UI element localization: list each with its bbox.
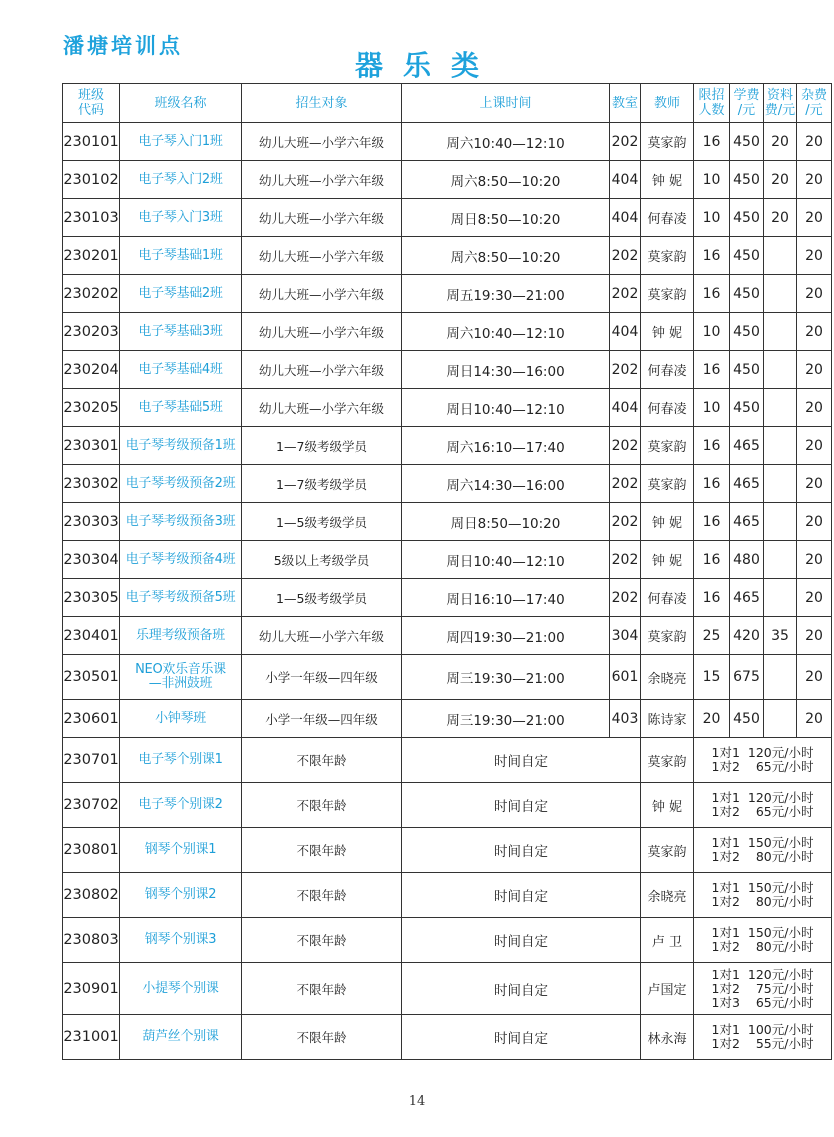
tuition-fee: 450 xyxy=(730,237,764,275)
teacher: 钟 妮 xyxy=(641,313,694,351)
tuition-fee: 450 xyxy=(730,275,764,313)
price-line: 1对1 120元/小时 xyxy=(711,790,814,805)
class-name: 电子琴入门1班 xyxy=(120,123,242,161)
class-name: 小钟琴班 xyxy=(120,700,242,738)
class-name: 电子琴考级预备5班 xyxy=(120,579,242,617)
enroll-limit: 10 xyxy=(694,389,730,427)
table-row xyxy=(63,313,832,351)
teacher: 林永海 xyxy=(641,1015,694,1060)
class-code: 230202 xyxy=(63,275,120,313)
teacher: 何春凌 xyxy=(641,199,694,237)
tuition-fee: 450 xyxy=(730,389,764,427)
col-header-teacher: 教师 xyxy=(641,84,694,123)
class-name xyxy=(120,655,242,700)
enroll-target: 幼儿大班—小学六年级 xyxy=(242,237,402,275)
price-line: 1对2 65元/小时 xyxy=(711,804,814,819)
col-header-time: 上课时间 xyxy=(402,84,610,123)
enroll-target: 小学一年级—四年级 xyxy=(242,655,402,700)
price-list xyxy=(694,828,832,873)
class-time: 周日8:50—10:20 xyxy=(402,503,610,541)
price-line: 1对2 80元/小时 xyxy=(711,894,814,909)
col-header-material-2: 费/元 xyxy=(764,103,796,118)
table-row xyxy=(63,700,832,738)
table-row xyxy=(63,503,832,541)
teacher: 钟 妮 xyxy=(641,541,694,579)
enroll-target: 不限年龄 xyxy=(242,963,402,1015)
tuition-fee: 480 xyxy=(730,541,764,579)
class-name-line: —非洲鼓班 xyxy=(148,676,213,691)
misc-fee: 20 xyxy=(797,465,832,503)
enroll-limit: 15 xyxy=(694,655,730,700)
col-header-material xyxy=(764,84,797,123)
material-fee xyxy=(764,351,797,389)
class-name: 电子琴入门3班 xyxy=(120,199,242,237)
tuition-fee: 465 xyxy=(730,465,764,503)
classroom: 404 xyxy=(610,161,641,199)
teacher: 卢国定 xyxy=(641,963,694,1015)
class-name: 电子琴基础5班 xyxy=(120,389,242,427)
class-time: 周三19:30—21:00 xyxy=(402,655,610,700)
class-time: 周六8:50—10:20 xyxy=(402,237,610,275)
class-code: 230302 xyxy=(63,465,120,503)
material-fee: 35 xyxy=(764,617,797,655)
misc-fee: 20 xyxy=(797,199,832,237)
class-code: 230701 xyxy=(63,738,120,783)
col-header-tuition xyxy=(730,84,764,123)
class-time: 周六16:10—17:40 xyxy=(402,427,610,465)
table-row xyxy=(63,828,832,873)
price-line: 1对1 120元/小时 xyxy=(711,745,814,760)
class-code: 230802 xyxy=(63,873,120,918)
class-name: 电子琴考级预备3班 xyxy=(120,503,242,541)
misc-fee: 20 xyxy=(797,700,832,738)
enroll-target: 5级以上考级学员 xyxy=(242,541,402,579)
table-row xyxy=(63,579,832,617)
teacher: 莫家韵 xyxy=(641,237,694,275)
class-time: 周日10:40—12:10 xyxy=(402,541,610,579)
price-line: 1对2 80元/小时 xyxy=(711,939,814,954)
tuition-fee: 450 xyxy=(730,351,764,389)
class-code: 231001 xyxy=(63,1015,120,1060)
enroll-target: 1—5级考级学员 xyxy=(242,579,402,617)
classroom: 202 xyxy=(610,579,641,617)
class-name: 电子琴考级预备2班 xyxy=(120,465,242,503)
course-table xyxy=(62,83,832,1060)
teacher: 钟 妮 xyxy=(641,161,694,199)
misc-fee: 20 xyxy=(797,275,832,313)
enroll-limit: 16 xyxy=(694,237,730,275)
tuition-fee: 675 xyxy=(730,655,764,700)
material-fee xyxy=(764,389,797,427)
table-row xyxy=(63,1015,832,1060)
class-name: 电子琴基础4班 xyxy=(120,351,242,389)
price-line: 1对1 100元/小时 xyxy=(711,1022,814,1037)
table-row xyxy=(63,873,832,918)
classroom: 403 xyxy=(610,700,641,738)
class-name: 电子琴基础2班 xyxy=(120,275,242,313)
enroll-target: 幼儿大班—小学六年级 xyxy=(242,199,402,237)
teacher: 莫家韵 xyxy=(641,828,694,873)
classroom: 601 xyxy=(610,655,641,700)
class-name: 钢琴个别课1 xyxy=(120,828,242,873)
classroom: 202 xyxy=(610,427,641,465)
class-name: 电子琴个别课2 xyxy=(120,783,242,828)
class-time: 周日16:10—17:40 xyxy=(402,579,610,617)
misc-fee: 20 xyxy=(797,161,832,199)
tuition-fee: 450 xyxy=(730,313,764,351)
table-row xyxy=(63,655,832,700)
misc-fee: 20 xyxy=(797,351,832,389)
teacher: 余晓亮 xyxy=(641,655,694,700)
enroll-limit: 10 xyxy=(694,161,730,199)
enroll-target: 幼儿大班—小学六年级 xyxy=(242,313,402,351)
class-code: 230201 xyxy=(63,237,120,275)
table-row xyxy=(63,465,832,503)
misc-fee: 20 xyxy=(797,427,832,465)
price-list xyxy=(694,1015,832,1060)
teacher: 莫家韵 xyxy=(641,465,694,503)
site-name: 潘塘培训点 xyxy=(63,34,183,58)
price-list xyxy=(694,963,832,1015)
material-fee: 20 xyxy=(764,161,797,199)
table-row xyxy=(63,783,832,828)
class-time: 周六14:30—16:00 xyxy=(402,465,610,503)
class-time: 周六10:40—12:10 xyxy=(402,313,610,351)
table-row xyxy=(63,617,832,655)
enroll-limit: 16 xyxy=(694,275,730,313)
classroom: 202 xyxy=(610,275,641,313)
price-list xyxy=(694,738,832,783)
enroll-limit: 16 xyxy=(694,351,730,389)
classroom: 202 xyxy=(610,503,641,541)
col-header-code xyxy=(63,84,120,123)
enroll-target: 幼儿大班—小学六年级 xyxy=(242,617,402,655)
tuition-fee: 450 xyxy=(730,700,764,738)
enroll-target: 不限年龄 xyxy=(242,1015,402,1060)
table-body xyxy=(63,123,832,1060)
class-time: 时间自定 xyxy=(402,828,641,873)
price-list xyxy=(694,918,832,963)
class-code: 230305 xyxy=(63,579,120,617)
teacher: 陈诗家 xyxy=(641,700,694,738)
col-header-misc-1: 杂费 xyxy=(800,88,827,103)
teacher: 莫家韵 xyxy=(641,617,694,655)
enroll-target: 不限年龄 xyxy=(242,738,402,783)
class-name: 电子琴考级预备4班 xyxy=(120,541,242,579)
teacher: 何春凌 xyxy=(641,579,694,617)
table-row xyxy=(63,161,832,199)
class-code: 230101 xyxy=(63,123,120,161)
table-row xyxy=(63,427,832,465)
col-header-tuition-2: /元 xyxy=(737,103,756,118)
class-time: 周三19:30—21:00 xyxy=(402,700,610,738)
enroll-limit: 10 xyxy=(694,313,730,351)
classroom: 202 xyxy=(610,351,641,389)
misc-fee: 20 xyxy=(797,617,832,655)
material-fee xyxy=(764,313,797,351)
enroll-limit: 20 xyxy=(694,700,730,738)
price-line: 1对1 150元/小时 xyxy=(711,925,814,940)
enroll-target: 1—7级考级学员 xyxy=(242,427,402,465)
tuition-fee: 450 xyxy=(730,123,764,161)
tuition-fee: 450 xyxy=(730,161,764,199)
page-number: 14 xyxy=(408,1094,426,1109)
enroll-limit: 16 xyxy=(694,503,730,541)
table-row xyxy=(63,541,832,579)
enroll-target: 幼儿大班—小学六年级 xyxy=(242,389,402,427)
class-time: 周日10:40—12:10 xyxy=(402,389,610,427)
table-row xyxy=(63,275,832,313)
price-line: 1对3 65元/小时 xyxy=(711,994,814,1010)
class-code: 230304 xyxy=(63,541,120,579)
class-name: 电子琴基础1班 xyxy=(120,237,242,275)
classroom: 202 xyxy=(610,465,641,503)
enroll-target: 幼儿大班—小学六年级 xyxy=(242,275,402,313)
class-time: 时间自定 xyxy=(402,1015,641,1060)
enroll-target: 1—7级考级学员 xyxy=(242,465,402,503)
teacher: 何春凌 xyxy=(641,351,694,389)
teacher: 余晓亮 xyxy=(641,873,694,918)
col-header-name: 班级名称 xyxy=(120,84,242,123)
class-time: 周六10:40—12:10 xyxy=(402,123,610,161)
classroom: 202 xyxy=(610,541,641,579)
material-fee xyxy=(764,655,797,700)
class-name: 电子琴基础3班 xyxy=(120,313,242,351)
enroll-limit: 16 xyxy=(694,541,730,579)
material-fee xyxy=(764,237,797,275)
classroom: 404 xyxy=(610,199,641,237)
price-line: 1对1 150元/小时 xyxy=(711,835,814,850)
teacher: 卢 卫 xyxy=(641,918,694,963)
class-code: 230203 xyxy=(63,313,120,351)
class-code: 230901 xyxy=(63,963,120,1015)
misc-fee: 20 xyxy=(797,237,832,275)
category-title: 器乐类 xyxy=(354,49,499,82)
misc-fee: 20 xyxy=(797,313,832,351)
class-code: 230401 xyxy=(63,617,120,655)
teacher: 莫家韵 xyxy=(641,738,694,783)
col-header-material-1: 资料 xyxy=(766,88,793,103)
material-fee xyxy=(764,579,797,617)
col-header-code-1: 班级 xyxy=(77,88,104,103)
col-header-code-2: 代码 xyxy=(77,103,104,118)
classroom: 202 xyxy=(610,237,641,275)
class-time: 周六8:50—10:20 xyxy=(402,161,610,199)
class-time: 周日8:50—10:20 xyxy=(402,199,610,237)
teacher: 莫家韵 xyxy=(641,275,694,313)
misc-fee: 20 xyxy=(797,123,832,161)
material-fee xyxy=(764,503,797,541)
class-code: 230103 xyxy=(63,199,120,237)
col-header-misc xyxy=(797,84,832,123)
class-time: 时间自定 xyxy=(402,873,641,918)
class-time: 时间自定 xyxy=(402,963,641,1015)
enroll-limit: 25 xyxy=(694,617,730,655)
class-time: 时间自定 xyxy=(402,783,641,828)
material-fee xyxy=(764,465,797,503)
misc-fee: 20 xyxy=(797,579,832,617)
enroll-target: 不限年龄 xyxy=(242,828,402,873)
table-row xyxy=(63,918,832,963)
classroom: 304 xyxy=(610,617,641,655)
class-code: 230803 xyxy=(63,918,120,963)
material-fee xyxy=(764,541,797,579)
table-row xyxy=(63,123,832,161)
misc-fee: 20 xyxy=(797,389,832,427)
table-row xyxy=(63,389,832,427)
tuition-fee: 420 xyxy=(730,617,764,655)
class-code: 230601 xyxy=(63,700,120,738)
price-list xyxy=(694,783,832,828)
col-header-misc-2: /元 xyxy=(805,103,823,118)
class-code: 230301 xyxy=(63,427,120,465)
price-line: 1对1 120元/小时 xyxy=(711,966,814,982)
material-fee xyxy=(764,700,797,738)
table-row xyxy=(63,963,832,1015)
material-fee xyxy=(764,275,797,313)
tuition-fee: 465 xyxy=(730,427,764,465)
enroll-target: 1—5级考级学员 xyxy=(242,503,402,541)
enroll-target: 不限年龄 xyxy=(242,918,402,963)
enroll-limit: 16 xyxy=(694,579,730,617)
price-line: 1对2 55元/小时 xyxy=(711,1036,814,1051)
class-time: 周五19:30—21:00 xyxy=(402,275,610,313)
classroom: 202 xyxy=(610,123,641,161)
enroll-target: 幼儿大班—小学六年级 xyxy=(242,123,402,161)
class-name-line: NEO欢乐音乐课 xyxy=(135,662,226,677)
enroll-limit: 10 xyxy=(694,199,730,237)
col-header-limit-2: 人数 xyxy=(698,103,725,118)
class-name: 葫芦丝个别课 xyxy=(120,1015,242,1060)
enroll-limit: 16 xyxy=(694,465,730,503)
price-line: 1对2 65元/小时 xyxy=(711,759,814,774)
tuition-fee: 450 xyxy=(730,199,764,237)
classroom: 404 xyxy=(610,313,641,351)
class-name: 电子琴入门2班 xyxy=(120,161,242,199)
price-line: 1对2 75元/小时 xyxy=(711,980,814,996)
teacher: 莫家韵 xyxy=(641,427,694,465)
enroll-limit: 16 xyxy=(694,123,730,161)
table-row xyxy=(63,351,832,389)
class-code: 230205 xyxy=(63,389,120,427)
col-header-tuition-1: 学费 xyxy=(733,88,760,103)
misc-fee: 20 xyxy=(797,541,832,579)
tuition-fee: 465 xyxy=(730,579,764,617)
table-row xyxy=(63,237,832,275)
class-code: 230702 xyxy=(63,783,120,828)
class-code: 230204 xyxy=(63,351,120,389)
material-fee xyxy=(764,427,797,465)
class-time: 周四19:30—21:00 xyxy=(402,617,610,655)
price-line: 1对1 150元/小时 xyxy=(711,880,814,895)
misc-fee: 20 xyxy=(797,655,832,700)
col-header-limit-1: 限招 xyxy=(698,88,725,103)
enroll-target: 幼儿大班—小学六年级 xyxy=(242,351,402,389)
class-name: 电子琴个别课1 xyxy=(120,738,242,783)
price-line: 1对2 80元/小时 xyxy=(711,849,814,864)
enroll-target: 不限年龄 xyxy=(242,783,402,828)
class-time: 时间自定 xyxy=(402,918,641,963)
class-code: 230303 xyxy=(63,503,120,541)
class-name: 乐理考级预备班 xyxy=(120,617,242,655)
col-header-room: 教室 xyxy=(610,84,641,123)
material-fee: 20 xyxy=(764,123,797,161)
tuition-fee: 465 xyxy=(730,503,764,541)
table-row xyxy=(63,738,832,783)
teacher: 钟 妮 xyxy=(641,503,694,541)
table-header xyxy=(63,84,832,123)
price-list xyxy=(694,873,832,918)
misc-fee: 20 xyxy=(797,503,832,541)
classroom: 404 xyxy=(610,389,641,427)
enroll-target: 小学一年级—四年级 xyxy=(242,700,402,738)
class-name: 钢琴个别课3 xyxy=(120,918,242,963)
teacher: 钟 妮 xyxy=(641,783,694,828)
class-time: 时间自定 xyxy=(402,738,641,783)
teacher: 何春凌 xyxy=(641,389,694,427)
enroll-limit: 16 xyxy=(694,427,730,465)
class-name: 电子琴考级预备1班 xyxy=(120,427,242,465)
class-code: 230501 xyxy=(63,655,120,700)
teacher: 莫家韵 xyxy=(641,123,694,161)
table-row xyxy=(63,199,832,237)
col-header-limit xyxy=(694,84,730,123)
class-name: 小提琴个别课 xyxy=(120,963,242,1015)
class-name: 钢琴个别课2 xyxy=(120,873,242,918)
class-code: 230801 xyxy=(63,828,120,873)
class-code: 230102 xyxy=(63,161,120,199)
class-time: 周日14:30—16:00 xyxy=(402,351,610,389)
col-header-target: 招生对象 xyxy=(242,84,402,123)
material-fee: 20 xyxy=(764,199,797,237)
enroll-target: 幼儿大班—小学六年级 xyxy=(242,161,402,199)
enroll-target: 不限年龄 xyxy=(242,873,402,918)
